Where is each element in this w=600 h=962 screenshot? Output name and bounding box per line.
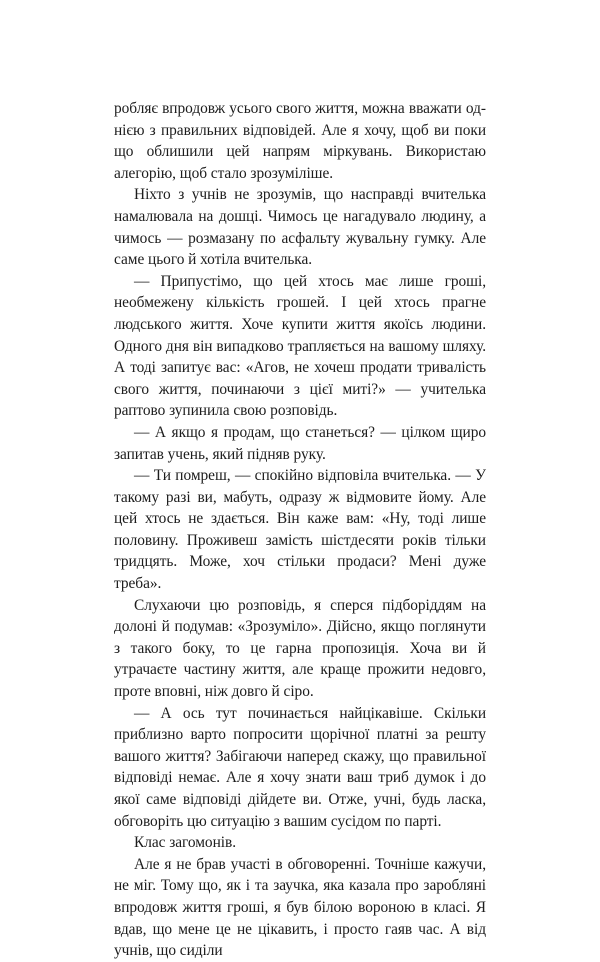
paragraph-8: Клас загомонів.: [134, 834, 237, 852]
paragraph-2: Ніхто з учнів не зрозумів, що насправді вчителька намалювала на дошці. Чимось це нагадувало людину, а чимось — розмазану по асфальту жувальну гумку. Але саме цього й хотіла вчителька.: [114, 186, 486, 269]
paragraph-4: — А якщо я продам, що станеться? — цілком щиро запитав учень, який підняв руку.: [114, 423, 486, 463]
book-page-text: [114, 98, 486, 962]
paragraph-6: Слухаючи цю розповідь, я сперся підборіддям на долоні й подумав: «Зрозуміло». Дійсно, якщо поглянути з такого боку, то це гарна пропозиція. Хоча ви й утрачаєте частину життя, але краще прожити недовго, проте вповні, ніж довго й сіро.: [114, 596, 486, 701]
paragraph-5: — Ти помреш, — спокійно відповіла вчителька. — У такому разі ви, мабуть, одразу ж відмовите йому. Але цей хтось не здається. Він каже вам: «Ну, тоді лише половину. Проживеш замість шістдесяти років тільки тридцять. Може, хоч стільки продаси? Мені дуже треба».: [114, 467, 486, 593]
paragraph-1: робляє впродовж усього свого життя, можна вважати однією з правильних відповідей. Але я хочу, щоб ви поки що облишили цей напрям міркувань. Використаю алегорію, щоб стало зрозуміліше.: [114, 100, 486, 182]
paragraph-9: Але я не брав участі в обговоренні. Точніше кажучи, не міг. Тому що, як і та заучка, яка казала про заробляні впродовж життя гроші, я був білою вороною в класі. Я вдав, що мене це не цікавить, і просто гаяв час. А від учнів, що сиділи: [114, 855, 486, 960]
paragraph-7: — А ось тут починається найцікавіше. Скільки приблизно варто попросити щорічної платні за решту вашого життя? Забігаючи наперед скажу, що правильної відповіді немає. Але я хочу знати ваш триб думок і до якої саме відповіді дійдете ви. Отже, учні, будь ласка, обговоріть цю ситуацію з вашим сусідом по парті.: [114, 704, 486, 830]
paragraph-3: — Припустімо, що цей хтось має лише гроші, необмежену кількість грошей. І цей хтось прагне людського життя. Хоче купити життя якоїсь людини. Одного дня він випадково трапляється на вашому шляху. А тоді запитує вас: «Агов, не хочеш продати тривалість свого життя, починаючи з цієї миті?» — учителька раптово зупинила свою розповідь.: [114, 272, 486, 420]
